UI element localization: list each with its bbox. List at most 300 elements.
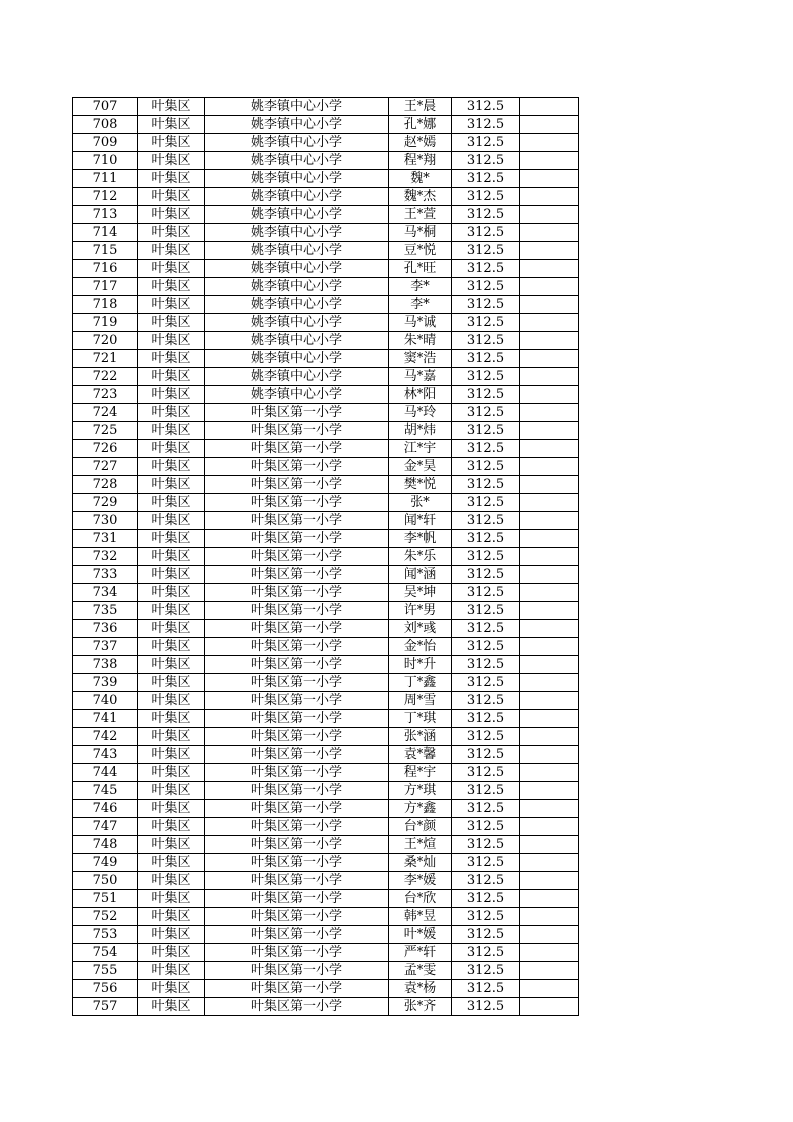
school-cell: 叶集区第一小学 bbox=[205, 530, 389, 548]
student-name-cell: 孔*旺 bbox=[389, 260, 452, 278]
row-number-cell: 725 bbox=[73, 422, 138, 440]
score-cell: 312.5 bbox=[452, 440, 520, 458]
table-row bbox=[73, 746, 579, 764]
score-cell: 312.5 bbox=[452, 926, 520, 944]
school-cell: 姚李镇中心小学 bbox=[205, 152, 389, 170]
student-name-cell: 袁*馨 bbox=[389, 746, 452, 764]
note-cell bbox=[520, 134, 579, 152]
student-name-cell: 周*雪 bbox=[389, 692, 452, 710]
score-cell: 312.5 bbox=[452, 242, 520, 260]
student-name-cell: 方*琪 bbox=[389, 782, 452, 800]
note-cell bbox=[520, 620, 579, 638]
row-number-cell: 722 bbox=[73, 368, 138, 386]
score-cell: 312.5 bbox=[452, 98, 520, 116]
student-name-cell: 马*玲 bbox=[389, 404, 452, 422]
score-cell: 312.5 bbox=[452, 872, 520, 890]
school-cell: 叶集区第一小学 bbox=[205, 746, 389, 764]
note-cell bbox=[520, 224, 579, 242]
note-cell bbox=[520, 854, 579, 872]
score-cell: 312.5 bbox=[452, 710, 520, 728]
table-row bbox=[73, 872, 579, 890]
score-cell: 312.5 bbox=[452, 584, 520, 602]
school-cell: 姚李镇中心小学 bbox=[205, 332, 389, 350]
row-number-cell: 751 bbox=[73, 890, 138, 908]
student-name-cell: 魏* bbox=[389, 170, 452, 188]
school-cell: 叶集区第一小学 bbox=[205, 980, 389, 998]
score-cell: 312.5 bbox=[452, 944, 520, 962]
school-cell: 叶集区第一小学 bbox=[205, 782, 389, 800]
table-row bbox=[73, 674, 579, 692]
note-cell bbox=[520, 872, 579, 890]
note-cell bbox=[520, 386, 579, 404]
table-row bbox=[73, 188, 579, 206]
school-cell: 叶集区第一小学 bbox=[205, 818, 389, 836]
school-cell: 姚李镇中心小学 bbox=[205, 368, 389, 386]
district-cell: 叶集区 bbox=[138, 980, 205, 998]
student-name-cell: 桑*灿 bbox=[389, 854, 452, 872]
note-cell bbox=[520, 728, 579, 746]
note-cell bbox=[520, 170, 579, 188]
score-cell: 312.5 bbox=[452, 692, 520, 710]
row-number-cell: 737 bbox=[73, 638, 138, 656]
school-cell: 叶集区第一小学 bbox=[205, 674, 389, 692]
table-row bbox=[73, 476, 579, 494]
school-cell: 叶集区第一小学 bbox=[205, 800, 389, 818]
note-cell bbox=[520, 962, 579, 980]
score-cell: 312.5 bbox=[452, 458, 520, 476]
school-cell: 姚李镇中心小学 bbox=[205, 116, 389, 134]
row-number-cell: 720 bbox=[73, 332, 138, 350]
row-number-cell: 708 bbox=[73, 116, 138, 134]
score-cell: 312.5 bbox=[452, 620, 520, 638]
school-cell: 姚李镇中心小学 bbox=[205, 188, 389, 206]
table-row bbox=[73, 170, 579, 188]
row-number-cell: 731 bbox=[73, 530, 138, 548]
school-cell: 姚李镇中心小学 bbox=[205, 134, 389, 152]
note-cell bbox=[520, 674, 579, 692]
district-cell: 叶集区 bbox=[138, 116, 205, 134]
score-cell: 312.5 bbox=[452, 422, 520, 440]
table-row bbox=[73, 404, 579, 422]
score-cell: 312.5 bbox=[452, 764, 520, 782]
district-cell: 叶集区 bbox=[138, 494, 205, 512]
table-row bbox=[73, 422, 579, 440]
note-cell bbox=[520, 206, 579, 224]
student-name-cell: 窦*浩 bbox=[389, 350, 452, 368]
row-number-cell: 757 bbox=[73, 998, 138, 1016]
row-number-cell: 712 bbox=[73, 188, 138, 206]
student-name-cell: 马*桐 bbox=[389, 224, 452, 242]
district-cell: 叶集区 bbox=[138, 440, 205, 458]
row-number-cell: 711 bbox=[73, 170, 138, 188]
score-cell: 312.5 bbox=[452, 674, 520, 692]
table-row bbox=[73, 836, 579, 854]
table-row bbox=[73, 566, 579, 584]
score-cell: 312.5 bbox=[452, 782, 520, 800]
score-cell: 312.5 bbox=[452, 116, 520, 134]
student-name-cell: 王*晨 bbox=[389, 98, 452, 116]
student-name-cell: 孟*雯 bbox=[389, 962, 452, 980]
score-cell: 312.5 bbox=[452, 998, 520, 1016]
district-cell: 叶集区 bbox=[138, 224, 205, 242]
score-cell: 312.5 bbox=[452, 296, 520, 314]
score-cell: 312.5 bbox=[452, 332, 520, 350]
student-name-cell: 程*宇 bbox=[389, 764, 452, 782]
district-cell: 叶集区 bbox=[138, 206, 205, 224]
row-number-cell: 748 bbox=[73, 836, 138, 854]
school-cell: 叶集区第一小学 bbox=[205, 458, 389, 476]
table-row bbox=[73, 260, 579, 278]
school-cell: 叶集区第一小学 bbox=[205, 692, 389, 710]
note-cell bbox=[520, 710, 579, 728]
student-name-cell: 江*宇 bbox=[389, 440, 452, 458]
student-name-cell: 吴*坤 bbox=[389, 584, 452, 602]
district-cell: 叶集区 bbox=[138, 872, 205, 890]
table-row bbox=[73, 440, 579, 458]
score-cell: 312.5 bbox=[452, 962, 520, 980]
district-cell: 叶集区 bbox=[138, 782, 205, 800]
table-row bbox=[73, 530, 579, 548]
student-name-cell: 马*诚 bbox=[389, 314, 452, 332]
student-name-cell: 刘*彧 bbox=[389, 620, 452, 638]
row-number-cell: 742 bbox=[73, 728, 138, 746]
district-cell: 叶集区 bbox=[138, 278, 205, 296]
row-number-cell: 713 bbox=[73, 206, 138, 224]
table-row bbox=[73, 692, 579, 710]
row-number-cell: 724 bbox=[73, 404, 138, 422]
table-row bbox=[73, 206, 579, 224]
student-name-cell: 叶*媛 bbox=[389, 926, 452, 944]
student-name-cell: 张*齐 bbox=[389, 998, 452, 1016]
school-cell: 姚李镇中心小学 bbox=[205, 278, 389, 296]
table-row bbox=[73, 548, 579, 566]
student-name-cell: 林*阳 bbox=[389, 386, 452, 404]
table-row bbox=[73, 602, 579, 620]
district-cell: 叶集区 bbox=[138, 368, 205, 386]
school-cell: 姚李镇中心小学 bbox=[205, 98, 389, 116]
school-cell: 叶集区第一小学 bbox=[205, 710, 389, 728]
district-cell: 叶集区 bbox=[138, 476, 205, 494]
table-row bbox=[73, 710, 579, 728]
table-row bbox=[73, 890, 579, 908]
school-cell: 叶集区第一小学 bbox=[205, 584, 389, 602]
table-row bbox=[73, 368, 579, 386]
district-cell: 叶集区 bbox=[138, 296, 205, 314]
district-cell: 叶集区 bbox=[138, 188, 205, 206]
school-cell: 叶集区第一小学 bbox=[205, 764, 389, 782]
student-name-cell: 胡*炜 bbox=[389, 422, 452, 440]
table-row bbox=[73, 386, 579, 404]
district-cell: 叶集区 bbox=[138, 512, 205, 530]
district-cell: 叶集区 bbox=[138, 152, 205, 170]
school-cell: 叶集区第一小学 bbox=[205, 422, 389, 440]
row-number-cell: 738 bbox=[73, 656, 138, 674]
score-cell: 312.5 bbox=[452, 170, 520, 188]
row-number-cell: 745 bbox=[73, 782, 138, 800]
row-number-cell: 728 bbox=[73, 476, 138, 494]
district-cell: 叶集区 bbox=[138, 998, 205, 1016]
note-cell bbox=[520, 548, 579, 566]
row-number-cell: 716 bbox=[73, 260, 138, 278]
row-number-cell: 747 bbox=[73, 818, 138, 836]
district-cell: 叶集区 bbox=[138, 890, 205, 908]
district-cell: 叶集区 bbox=[138, 98, 205, 116]
note-cell bbox=[520, 494, 579, 512]
district-cell: 叶集区 bbox=[138, 638, 205, 656]
score-cell: 312.5 bbox=[452, 890, 520, 908]
school-cell: 叶集区第一小学 bbox=[205, 494, 389, 512]
student-name-cell: 金*怡 bbox=[389, 638, 452, 656]
student-name-cell: 李* bbox=[389, 278, 452, 296]
student-name-cell: 李*帆 bbox=[389, 530, 452, 548]
table-row bbox=[73, 980, 579, 998]
note-cell bbox=[520, 908, 579, 926]
district-cell: 叶集区 bbox=[138, 566, 205, 584]
table-row bbox=[73, 116, 579, 134]
row-number-cell: 726 bbox=[73, 440, 138, 458]
district-cell: 叶集区 bbox=[138, 620, 205, 638]
table-row bbox=[73, 998, 579, 1016]
note-cell bbox=[520, 746, 579, 764]
row-number-cell: 735 bbox=[73, 602, 138, 620]
table-row bbox=[73, 296, 579, 314]
row-number-cell: 730 bbox=[73, 512, 138, 530]
score-cell: 312.5 bbox=[452, 818, 520, 836]
student-name-cell: 孔*娜 bbox=[389, 116, 452, 134]
table-row bbox=[73, 134, 579, 152]
row-number-cell: 732 bbox=[73, 548, 138, 566]
score-cell: 312.5 bbox=[452, 368, 520, 386]
district-cell: 叶集区 bbox=[138, 584, 205, 602]
school-cell: 叶集区第一小学 bbox=[205, 944, 389, 962]
district-cell: 叶集区 bbox=[138, 548, 205, 566]
school-cell: 叶集区第一小学 bbox=[205, 890, 389, 908]
note-cell bbox=[520, 692, 579, 710]
table-row bbox=[73, 152, 579, 170]
row-number-cell: 719 bbox=[73, 314, 138, 332]
row-number-cell: 715 bbox=[73, 242, 138, 260]
student-name-cell: 时*升 bbox=[389, 656, 452, 674]
table-row bbox=[73, 926, 579, 944]
school-cell: 叶集区第一小学 bbox=[205, 620, 389, 638]
district-cell: 叶集区 bbox=[138, 800, 205, 818]
school-cell: 叶集区第一小学 bbox=[205, 548, 389, 566]
district-cell: 叶集区 bbox=[138, 674, 205, 692]
row-number-cell: 729 bbox=[73, 494, 138, 512]
student-name-cell: 张* bbox=[389, 494, 452, 512]
row-number-cell: 744 bbox=[73, 764, 138, 782]
row-number-cell: 721 bbox=[73, 350, 138, 368]
school-cell: 叶集区第一小学 bbox=[205, 872, 389, 890]
note-cell bbox=[520, 98, 579, 116]
row-number-cell: 739 bbox=[73, 674, 138, 692]
student-name-cell: 闻*轩 bbox=[389, 512, 452, 530]
school-cell: 叶集区第一小学 bbox=[205, 656, 389, 674]
district-cell: 叶集区 bbox=[138, 260, 205, 278]
school-cell: 叶集区第一小学 bbox=[205, 602, 389, 620]
table-row bbox=[73, 278, 579, 296]
score-cell: 312.5 bbox=[452, 260, 520, 278]
row-number-cell: 756 bbox=[73, 980, 138, 998]
score-cell: 312.5 bbox=[452, 728, 520, 746]
note-cell bbox=[520, 980, 579, 998]
note-cell bbox=[520, 512, 579, 530]
score-cell: 312.5 bbox=[452, 530, 520, 548]
note-cell bbox=[520, 116, 579, 134]
row-number-cell: 753 bbox=[73, 926, 138, 944]
note-cell bbox=[520, 584, 579, 602]
score-cell: 312.5 bbox=[452, 152, 520, 170]
student-name-cell: 台*颜 bbox=[389, 818, 452, 836]
score-cell: 312.5 bbox=[452, 134, 520, 152]
student-name-cell: 韩*昱 bbox=[389, 908, 452, 926]
note-cell bbox=[520, 530, 579, 548]
student-name-cell: 李*媛 bbox=[389, 872, 452, 890]
row-number-cell: 740 bbox=[73, 692, 138, 710]
district-cell: 叶集区 bbox=[138, 602, 205, 620]
student-name-cell: 程*翔 bbox=[389, 152, 452, 170]
district-cell: 叶集区 bbox=[138, 422, 205, 440]
note-cell bbox=[520, 332, 579, 350]
table-row bbox=[73, 224, 579, 242]
note-cell bbox=[520, 242, 579, 260]
table-row bbox=[73, 656, 579, 674]
score-cell: 312.5 bbox=[452, 278, 520, 296]
note-cell bbox=[520, 602, 579, 620]
note-cell bbox=[520, 314, 579, 332]
row-number-cell: 709 bbox=[73, 134, 138, 152]
note-cell bbox=[520, 764, 579, 782]
note-cell bbox=[520, 476, 579, 494]
district-cell: 叶集区 bbox=[138, 134, 205, 152]
school-cell: 叶集区第一小学 bbox=[205, 854, 389, 872]
student-name-cell: 王*煊 bbox=[389, 836, 452, 854]
school-cell: 姚李镇中心小学 bbox=[205, 296, 389, 314]
student-name-cell: 丁*琪 bbox=[389, 710, 452, 728]
school-cell: 叶集区第一小学 bbox=[205, 728, 389, 746]
district-cell: 叶集区 bbox=[138, 854, 205, 872]
district-cell: 叶集区 bbox=[138, 332, 205, 350]
score-cell: 312.5 bbox=[452, 854, 520, 872]
note-cell bbox=[520, 404, 579, 422]
district-cell: 叶集区 bbox=[138, 728, 205, 746]
row-number-cell: 755 bbox=[73, 962, 138, 980]
student-name-cell: 李* bbox=[389, 296, 452, 314]
student-name-cell: 台*欣 bbox=[389, 890, 452, 908]
student-name-cell: 闻*涵 bbox=[389, 566, 452, 584]
score-cell: 312.5 bbox=[452, 800, 520, 818]
student-name-cell: 王*萱 bbox=[389, 206, 452, 224]
note-cell bbox=[520, 566, 579, 584]
score-cell: 312.5 bbox=[452, 188, 520, 206]
school-cell: 姚李镇中心小学 bbox=[205, 170, 389, 188]
table-row bbox=[73, 962, 579, 980]
school-cell: 姚李镇中心小学 bbox=[205, 350, 389, 368]
results-table-body bbox=[73, 98, 579, 1016]
row-number-cell: 749 bbox=[73, 854, 138, 872]
note-cell bbox=[520, 278, 579, 296]
student-name-cell: 豆*悦 bbox=[389, 242, 452, 260]
district-cell: 叶集区 bbox=[138, 692, 205, 710]
district-cell: 叶集区 bbox=[138, 836, 205, 854]
score-cell: 312.5 bbox=[452, 602, 520, 620]
row-number-cell: 707 bbox=[73, 98, 138, 116]
school-cell: 姚李镇中心小学 bbox=[205, 260, 389, 278]
row-number-cell: 741 bbox=[73, 710, 138, 728]
score-cell: 312.5 bbox=[452, 566, 520, 584]
student-name-cell: 魏*杰 bbox=[389, 188, 452, 206]
note-cell bbox=[520, 836, 579, 854]
student-name-cell: 金*昊 bbox=[389, 458, 452, 476]
score-cell: 312.5 bbox=[452, 512, 520, 530]
school-cell: 姚李镇中心小学 bbox=[205, 206, 389, 224]
table-row bbox=[73, 584, 579, 602]
note-cell bbox=[520, 368, 579, 386]
table-row bbox=[73, 620, 579, 638]
district-cell: 叶集区 bbox=[138, 710, 205, 728]
student-name-cell: 方*鑫 bbox=[389, 800, 452, 818]
district-cell: 叶集区 bbox=[138, 458, 205, 476]
table-row bbox=[73, 350, 579, 368]
row-number-cell: 750 bbox=[73, 872, 138, 890]
results-table bbox=[72, 97, 579, 1016]
table-row bbox=[73, 944, 579, 962]
score-cell: 312.5 bbox=[452, 350, 520, 368]
student-name-cell: 马*嘉 bbox=[389, 368, 452, 386]
district-cell: 叶集区 bbox=[138, 530, 205, 548]
score-cell: 312.5 bbox=[452, 314, 520, 332]
table-row bbox=[73, 764, 579, 782]
student-name-cell: 张*涵 bbox=[389, 728, 452, 746]
score-cell: 312.5 bbox=[452, 206, 520, 224]
student-name-cell: 许*男 bbox=[389, 602, 452, 620]
school-cell: 叶集区第一小学 bbox=[205, 998, 389, 1016]
district-cell: 叶集区 bbox=[138, 242, 205, 260]
table-row bbox=[73, 800, 579, 818]
school-cell: 叶集区第一小学 bbox=[205, 926, 389, 944]
table-row bbox=[73, 458, 579, 476]
row-number-cell: 754 bbox=[73, 944, 138, 962]
table-row bbox=[73, 314, 579, 332]
district-cell: 叶集区 bbox=[138, 908, 205, 926]
note-cell bbox=[520, 188, 579, 206]
district-cell: 叶集区 bbox=[138, 944, 205, 962]
table-row bbox=[73, 782, 579, 800]
note-cell bbox=[520, 800, 579, 818]
table-row bbox=[73, 818, 579, 836]
score-cell: 312.5 bbox=[452, 548, 520, 566]
district-cell: 叶集区 bbox=[138, 314, 205, 332]
score-cell: 312.5 bbox=[452, 404, 520, 422]
row-number-cell: 723 bbox=[73, 386, 138, 404]
table-row bbox=[73, 854, 579, 872]
school-cell: 姚李镇中心小学 bbox=[205, 242, 389, 260]
district-cell: 叶集区 bbox=[138, 350, 205, 368]
note-cell bbox=[520, 260, 579, 278]
note-cell bbox=[520, 782, 579, 800]
school-cell: 叶集区第一小学 bbox=[205, 836, 389, 854]
note-cell bbox=[520, 818, 579, 836]
district-cell: 叶集区 bbox=[138, 764, 205, 782]
student-name-cell: 朱*晴 bbox=[389, 332, 452, 350]
school-cell: 叶集区第一小学 bbox=[205, 566, 389, 584]
school-cell: 叶集区第一小学 bbox=[205, 908, 389, 926]
note-cell bbox=[520, 944, 579, 962]
note-cell bbox=[520, 638, 579, 656]
student-name-cell: 樊*悦 bbox=[389, 476, 452, 494]
school-cell: 叶集区第一小学 bbox=[205, 962, 389, 980]
score-cell: 312.5 bbox=[452, 836, 520, 854]
